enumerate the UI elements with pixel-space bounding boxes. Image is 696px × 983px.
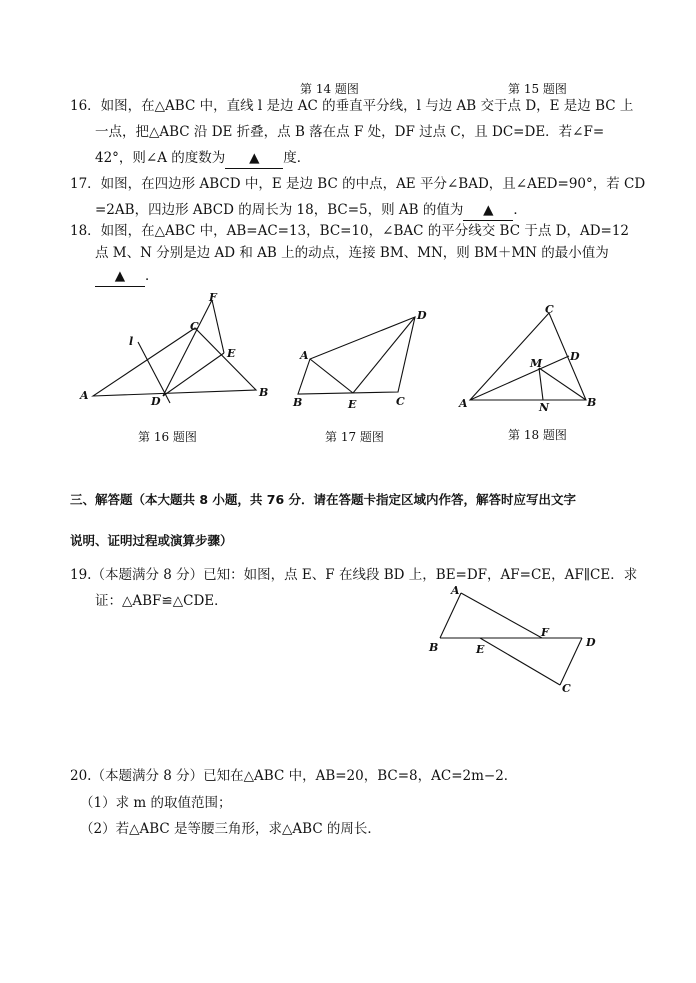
fig18-label-d: D (570, 350, 580, 363)
fig17-label-d: D (417, 309, 427, 322)
q18-line3 (95, 266, 159, 287)
q17-answer-blank[interactable]: ▲ (463, 200, 513, 221)
q20-part1: （1）求 m 的取值范围； (80, 795, 232, 811)
fig19-label-a: A (451, 584, 460, 597)
q18-line1: 18．如图，在△ABC 中，AB=AC=13，BC=10，∠BAC 的平分线交 BC 于点 D，AD=12 (70, 223, 630, 239)
fig16-label-f: F (209, 291, 217, 304)
fig17-line-ed (353, 317, 415, 393)
fig17-caption: 第 17 题图 (325, 430, 384, 444)
fig19-label-d: D (586, 636, 596, 649)
section3-heading: 三、解答题（本大题共 8 小题，共 76 分．请在答题卡指定区域内作答，解答时应写出文字 (70, 492, 577, 507)
fig17-quadrilateral (298, 317, 415, 394)
fig17-label-e: E (348, 398, 357, 411)
fig19-line-ab (440, 593, 461, 638)
fig17-label-b: B (293, 396, 303, 409)
fig19-diagram (420, 580, 610, 700)
fig18-label-m: M (530, 357, 543, 370)
fig16-label-c: C (190, 320, 199, 333)
fig18-caption: 第 18 题图 (508, 428, 567, 442)
fig19-line-af (461, 593, 542, 638)
fig17-diagram (285, 305, 440, 415)
fig16-label-b: B (259, 386, 269, 399)
q16-line3 (95, 148, 310, 169)
fig17-label-a: A (300, 349, 309, 362)
fig19-line-dc (560, 638, 582, 685)
fig18-diagram (450, 300, 610, 415)
q16-line2: 一点，把△ABC 沿 DE 折叠，点 B 落在点 F 处，DF 过点 C，且 DC=DE．若∠F= (95, 124, 605, 140)
fig17-label-c: C (396, 395, 405, 408)
q16-line1: 16．如图，在△ABC 中，直线 l 是边 AC 的垂直平分线，l 与边 AB 交于点 D，E 是边 BC 上 (70, 98, 634, 114)
q18-answer-blank[interactable]: ▲ (95, 266, 145, 287)
fig16-label-a: A (80, 389, 89, 402)
section3-heading-cont: 说明、证明过程或演算步骤） (70, 533, 233, 548)
fig19-label-e: E (476, 643, 485, 656)
fig16-label-d: D (151, 395, 161, 408)
fig16-label-e: E (227, 347, 236, 360)
fig18-line-mn (539, 368, 543, 400)
q17-line1: 17．如图，在四边形 ABCD 中，E 是边 BC 的中点，AE 平分∠BAD，且∠AED=90°，若 CD (70, 176, 646, 192)
fig18-label-n: N (539, 401, 550, 414)
fig16-diagram (75, 290, 275, 415)
fig16-label-l: l (129, 335, 134, 348)
fig18-label-a: A (459, 397, 468, 410)
fig15-caption: 第 15 题图 (508, 82, 567, 96)
fig18-label-c: C (545, 303, 554, 316)
fig16-line-df (163, 300, 212, 396)
fig18-label-b: B (587, 396, 597, 409)
fig14-caption: 第 14 题图 (300, 82, 359, 96)
q16-unit: 度． (283, 150, 311, 166)
q18-line2: 点 M、N 分别是边 AD 和 AB 上的动点，连接 BM、MN，则 BM＋MN 的最小值为 (95, 245, 609, 261)
q17-text: =2AB，四边形 ABCD 的周长为 18，BC=5，则 AB 的值为 (95, 202, 464, 218)
fig16-caption: 第 16 题图 (138, 430, 197, 444)
q20-part2: （2）若△ABC 是等腰三角形，求△ABC 的周长． (80, 821, 381, 837)
q20-line1: 20.（本题满分 8 分）已知在△ABC 中，AB=20，BC=8，AC=2m−2． (70, 768, 518, 784)
q17-end: ． (513, 202, 527, 218)
fig16-line-fe (212, 300, 224, 353)
fig19-label-c: C (562, 682, 571, 695)
fig19-label-f: F (541, 626, 549, 639)
q19-line2: 证：△ABF≌△CDE． (95, 593, 228, 609)
fig17-line-ae (310, 359, 353, 393)
q19-line1: 19.（本题满分 8 分）已知：如图，点 E、F 在线段 BD 上，BE=DF，AF=CE，AF∥CE．求 (70, 567, 638, 583)
fig16-line-de (163, 353, 224, 396)
q16-answer-blank[interactable]: ▲ (225, 148, 283, 169)
q16-text: 42°，则∠A 的度数为 (95, 150, 226, 166)
q18-end: ． (145, 268, 159, 284)
fig16-triangle-abc (93, 328, 256, 396)
fig19-line-ce (480, 638, 560, 685)
q17-line2 (95, 200, 527, 221)
fig19-label-b: B (429, 641, 439, 654)
